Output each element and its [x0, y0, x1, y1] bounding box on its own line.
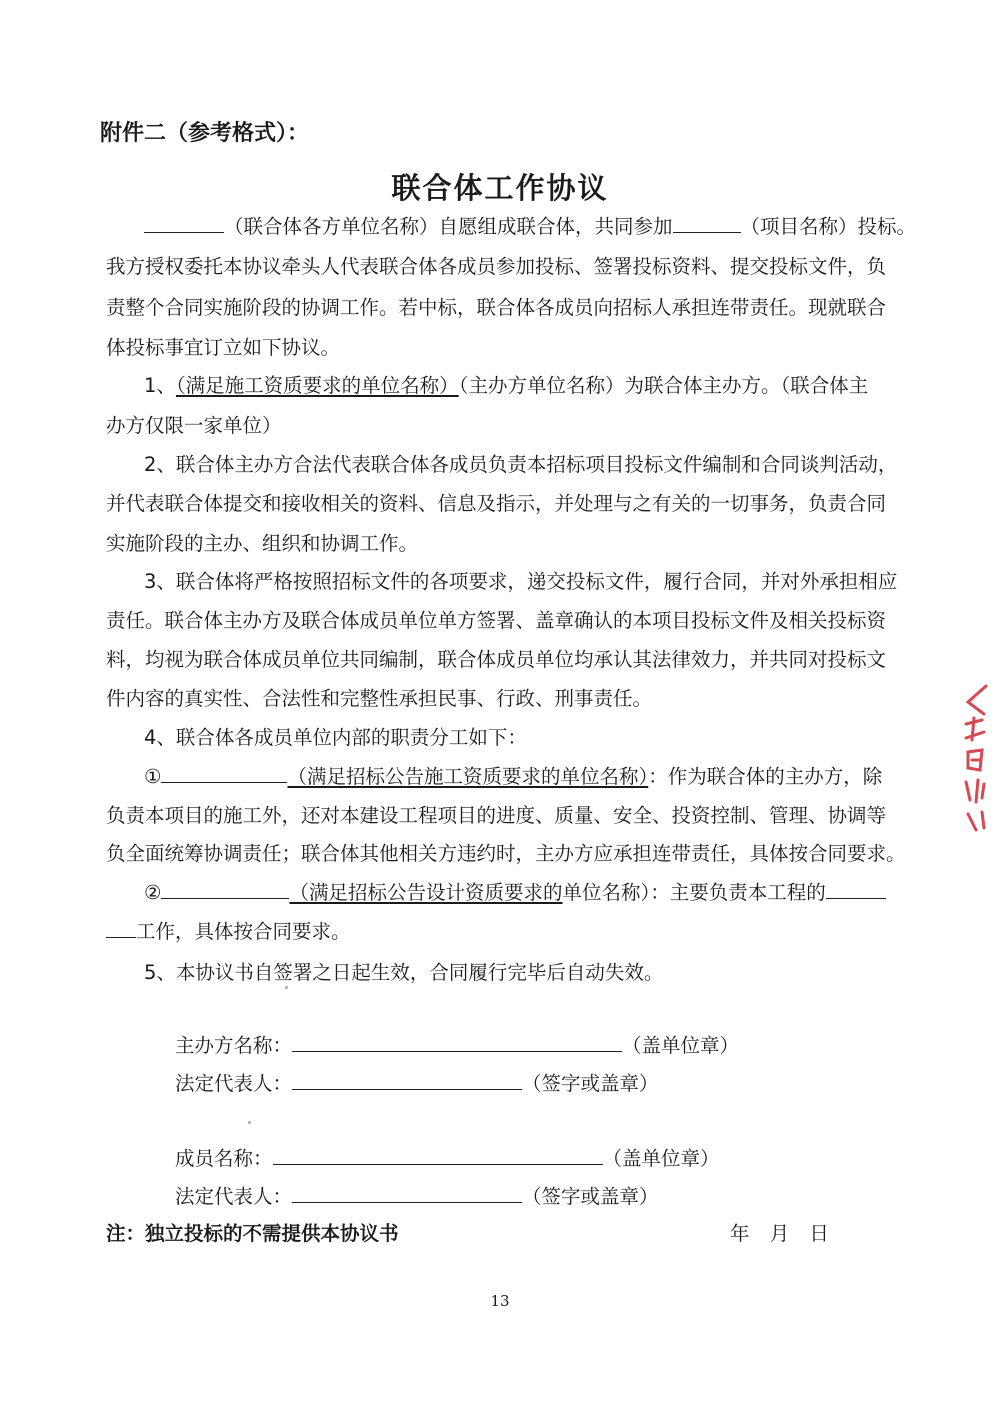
member-rep-field[interactable]: [292, 1182, 522, 1203]
member-rep-label: 法定代表人：: [175, 1185, 293, 1208]
clause-5-line-1: 5、本协议书自签署之日起生效，合同履行完毕后自动失效。: [144, 961, 664, 984]
member-seal-hint: （盖单位章）: [602, 1147, 720, 1170]
scan-speck: [248, 1121, 251, 1124]
page-number: 13: [490, 1292, 510, 1310]
item-1-text: ：作为联合体的主办方，除: [648, 765, 883, 788]
item-2-requirement: （满足招标公告设计资质要求的: [289, 881, 563, 904]
member-name-label: 成员名称：: [175, 1147, 273, 1170]
host-seal-hint: （盖单位章）: [622, 1034, 740, 1057]
clause-1-number: 1、: [144, 374, 176, 397]
host-rep-row: [175, 1068, 659, 1096]
blank-member-names: [144, 212, 224, 233]
blank-item-2-work-cont: [106, 917, 136, 938]
item-1-requirement: （满足招标公告施工资质要求的单位名称）: [287, 765, 649, 788]
footer-note: 注：独立投标的不需提供本协议书: [106, 1222, 399, 1245]
blank-project-name: [673, 212, 741, 233]
host-rep-hint: （签字或盖章）: [522, 1072, 659, 1095]
clause-3-line-1: 3、联合体将严格按照招标文件的各项要求，递交投标文件，履行合同，并对外承担相应: [144, 570, 898, 593]
host-name-field[interactable]: [292, 1031, 622, 1052]
clause-4-item-2-line-2: [106, 916, 351, 944]
clause-3-line-2: 责任。联合体主办方及联合体成员单位单方签署、盖章确认的本项目投标文件及相关投标资: [106, 609, 887, 632]
clause-2-line-2: 并代表联合体提交和接收相关的资料、信息及指示，并处理与之有关的一切事务，负责合同: [106, 492, 887, 515]
clause-3-line-3: 料，均视为联合体成员单位共同编制，联合体成员单位均承认其法律效力，并共同对投标文: [106, 648, 887, 671]
attachment-heading: 附件二（参考格式）：: [100, 121, 310, 146]
clause-4-item-1-line-1: [144, 761, 882, 789]
member-rep-hint: （签字或盖章）: [522, 1185, 659, 1208]
intro-text-a: （联合体各方单位名称）自愿组成联合体，共同参加: [224, 215, 673, 238]
clause-2-line-1: 2、联合体主办方合法代表联合体各成员负责本招标项目投标文件编制和合同谈判活动，: [144, 453, 898, 476]
date-line: 年 月 日: [730, 1222, 829, 1245]
item-2-marker: ②: [144, 881, 162, 904]
intro-line-3: 责整个合同实施阶段的协调工作。若中标，联合体各成员向招标人承担连带责任。现就联合: [106, 296, 887, 319]
clause-4-item-1-line-2: 负责本项目的施工外，还对本建设工程项目的进度、质量、安全、投资控制、管理、协调等: [106, 804, 887, 827]
item-1-marker: ①: [144, 765, 162, 788]
clause-1-host-requirement: （满足施工资质要求的单位名称）: [175, 374, 459, 397]
blank-item-2-unit: [161, 878, 289, 899]
blank-item-1-unit: [161, 762, 287, 783]
intro-line-1: [144, 211, 916, 239]
intro-line-2: 我方授权委托本协议牵头人代表联合体各成员参加投标、签署投标资料、提交投标文件，负: [106, 255, 887, 278]
clause-4-item-2-line-1: [144, 877, 886, 905]
intro-text-b: （项目名称）投标。: [740, 215, 917, 238]
host-rep-field[interactable]: [292, 1069, 522, 1090]
clause-4-line-1: 4、联合体各成员单位内部的职责分工如下：: [144, 726, 527, 749]
clause-3-line-4: 件内容的真实性、合法性和完整性承担民事、行政、刑事责任。: [106, 687, 653, 710]
partial-seal-icon: [956, 680, 996, 840]
clause-1-line-2: 办方仅限一家单位）: [106, 414, 282, 437]
intro-line-4: 体投标事宜订立如下协议。: [106, 336, 341, 359]
scan-speck: [285, 986, 288, 989]
clause-2-line-3: 实施阶段的主办、组织和协调工作。: [106, 532, 419, 555]
item-2-text-2: 工作，具体按合同要求。: [136, 920, 351, 943]
host-rep-label: 法定代表人：: [175, 1072, 293, 1095]
clause-4-item-1-line-3: 负全面统筹协调责任；联合体其他相关方违约时，主办方应承担连带责任，具体按合同要求。: [106, 842, 906, 865]
page-title: 联合体工作协议: [391, 171, 609, 205]
member-name-row: [175, 1143, 720, 1171]
host-name-label: 主办方名称：: [175, 1034, 293, 1057]
clause-1-line-1: [144, 370, 868, 398]
clause-1-text: （主办方单位名称）为联合体主办方。（联合体主: [458, 374, 869, 397]
item-2-text: 单位名称）：主要负责本工程的: [562, 881, 826, 904]
blank-item-2-work: [826, 878, 886, 899]
host-name-row: [175, 1030, 739, 1058]
member-rep-row: [175, 1181, 659, 1209]
member-name-field[interactable]: [273, 1144, 603, 1165]
